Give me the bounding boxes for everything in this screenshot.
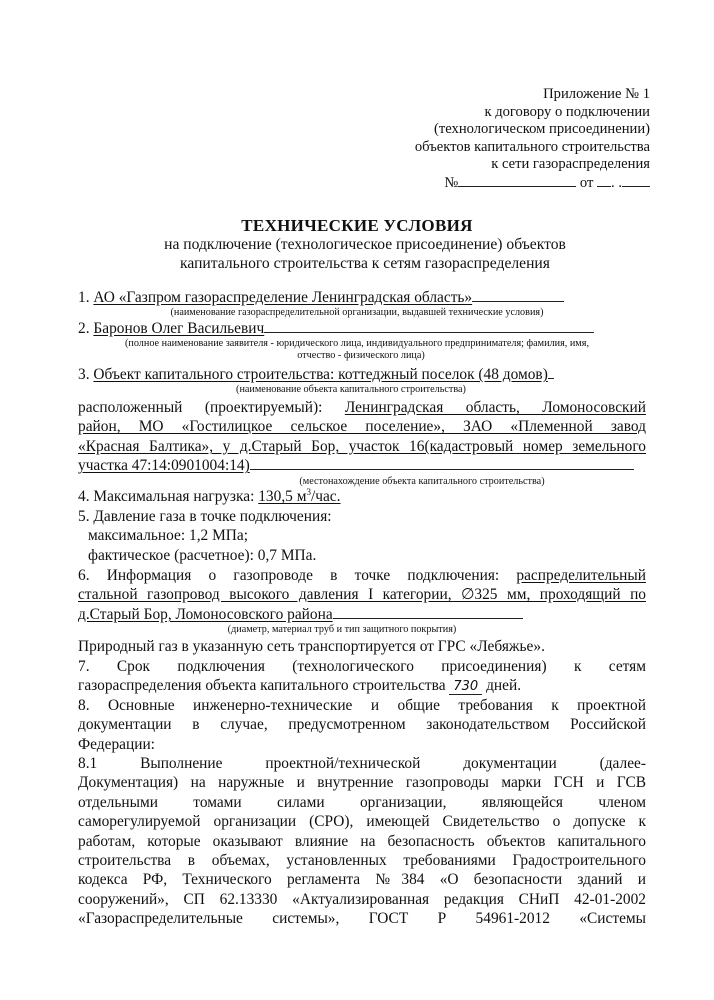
requirements-line: 8. Основные инженерно-технические и общие требования к проектной [78,697,646,714]
appendix-line: к сети газораспределения [491,156,650,173]
contract-number-line [390,174,650,193]
location-lead: расположенный (проектируемый): [78,399,323,416]
paragraph-line: строительства в объемах, установленных требованиями Градостроительного [78,852,646,870]
item-1 [78,289,644,319]
date-dots: . . [611,174,622,191]
item-6 [78,566,646,657]
appendix-line: (технологическом присоединении) [434,121,650,138]
days-label: дней. [486,677,522,695]
number-label: № [444,174,459,191]
item-5 [78,507,644,565]
pipeline-lead: 6. Информация о газопроводе в точке подключения: [78,567,500,584]
paragraph-line: 8.1 Выполнение проектной/технической документации (далее- [78,755,646,772]
fill-line [472,289,564,302]
item-number: 3. [78,366,90,383]
fill-line [250,457,634,470]
requirements-line: документации в случае, предусмотренном законодательством Российской [78,716,646,734]
date-day-blank [597,174,611,187]
location-text: участка 47:14:0901004:14) [78,457,250,475]
location-line: район, МО «Гостилицкое сельское поселение», ЗАО «Племенной завод [78,418,646,436]
pipeline-caption: (диаметр, материал труб и тип защитного покрытия) [227,624,457,636]
gas-transport: Природный газ в указанную сеть транспортируется от ГРС «Лебяжье». [78,638,545,656]
item-number: 2. [78,320,90,337]
contract-number-blank [458,174,576,187]
fill-line [333,606,523,619]
pressure-max: максимальное: 1,2 МПа; [88,527,248,545]
connection-term-line [78,676,646,696]
item-3 [78,366,644,396]
date-label: от [579,174,594,191]
item-2-caption: отчество - физического лица) [297,350,425,362]
fill-line [264,320,594,333]
pipeline-line: стальной газопровод высокого давления I категории, ∅325 мм, проходящий по [78,586,646,604]
paragraph-line: саморегулируемой организации (СРО), имеющей Свидетельство о допуске к [78,813,646,831]
item-1-caption: (наименование газораспределительной организации, выдавшей технические условия) [170,307,544,319]
pipeline-location: д.Старый Бор, Ломоносовского района [78,605,333,623]
subtitle-line: капитального строительства к сетям газораспределения [180,254,550,272]
location-line [78,398,646,417]
pipeline-type: распределительный [516,567,646,584]
item-2 [78,320,644,362]
object-name: Объект капитального строительства: коттеджный поселок (48 домов) [93,366,548,383]
paragraph-line: отдельными томами силами организации, являющейся членом [78,793,646,811]
item-7 [78,657,646,697]
max-load-number: 130,5 м [258,488,307,505]
object-location [78,398,646,488]
item-number: 1. [78,289,90,306]
item-1-line [78,289,644,307]
appendix-line: Приложение № 1 [543,86,650,102]
paragraph-line: «Газораспределительные системы», ГОСТ Р 54961-2012 «Системы [78,910,646,928]
item-3-line [78,366,644,384]
appendix-header [390,86,650,193]
max-load-line [78,488,644,506]
paragraph-line: работам, которые оказывают влияние на безопасность объектов капитального [78,832,646,850]
paragraph-line: сооружений», СП 62.13330 «Актуализированная редакция СНиП 42-01-2002 [78,890,646,908]
connection-term-text: газораспределения объекта капитального строительства [78,677,446,695]
requirements-line: Федерации: [78,735,155,753]
handwritten-days: 730 [449,679,482,695]
paragraph-line: кодекса РФ, Технического регламента №384 «О безопасности зданий и [78,871,646,889]
document-title: ТЕХНИЧЕСКИЕ УСЛОВИЯ [241,216,473,235]
gas-org-name: АО «Газпром газораспределение Ленинградская область» [93,289,473,306]
pressure-label: 5. Давление газа в точке подключения: [78,508,332,525]
location-line: «Красная Балтика», у д.Старый Бор, участок 16(кадастровый номер земельного [78,437,646,455]
pressure-actual: фактическое (расчетное): 0,7 МПа. [88,546,317,564]
location-text: Ленинградская область, Ломоносовский [344,399,646,416]
appendix-line: к договору о подключении [484,103,650,120]
item-3-caption: (наименование объекта капитального строительства) [236,384,466,396]
subtitle-line: на подключение (технологическое присоединение) объектов [164,236,566,253]
applicant-name: Баронов Олег Васильевич [93,320,265,337]
unit-superscript: 3 [306,486,311,497]
location-line [78,456,646,475]
max-load-value [258,488,340,505]
document-subtitle [100,236,630,273]
date-year-blank [622,174,650,187]
item-2-caption: (полное наименование заявителя - юридического лица, индивидуального предпринимателя; фамилия, имя, [124,338,589,350]
connection-term-line: 7. Срок подключения (технологического присоединения) к сетям [78,658,646,675]
paragraph-line: Документация) на наружные и внутренние газопроводы марки ГСН и ГСВ [78,774,646,792]
appendix-line: объектов капитального строительства [414,138,650,155]
max-load-unit: /час. [310,488,341,505]
pipeline-line [78,566,646,585]
fill-line [548,366,554,379]
location-caption: (местонахождение объекта капитального строительства) [299,475,545,487]
pipeline-line [78,605,646,624]
item-4 [78,488,644,506]
item-8-1 [78,754,646,929]
item-2-line [78,320,644,338]
item-8 [78,696,646,754]
max-load-label: 4. Максимальная нагрузка: [78,488,255,505]
